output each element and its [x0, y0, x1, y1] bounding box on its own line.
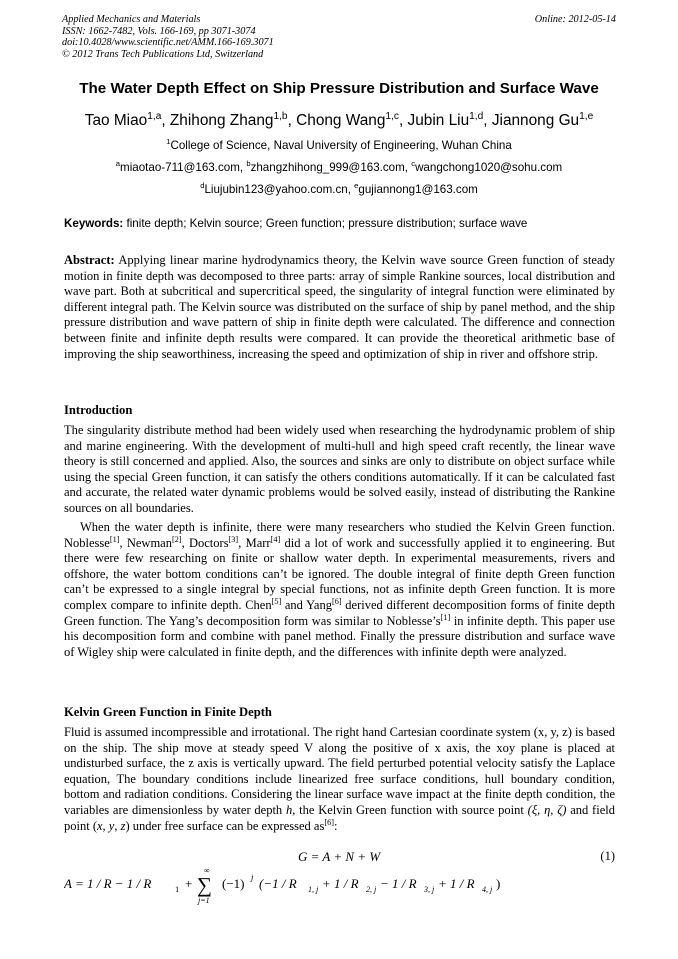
author-affiliation-sup: 1,a — [147, 110, 162, 122]
section-heading-introduction: Introduction — [64, 403, 133, 417]
author-separator: , — [161, 112, 170, 129]
author-separator: , — [398, 112, 408, 129]
math-variable: y — [108, 818, 115, 833]
intro-paragraph-2 — [64, 520, 615, 660]
emails-line-2 — [30, 183, 648, 196]
affiliation-text: College of Science, Naval University of Engineering, Wuhan China — [170, 139, 512, 152]
math-variable: z — [120, 818, 126, 833]
equation-1-number: (1) — [600, 849, 615, 863]
text-run: derived different decomposition forms of finite depth Green function. The Yang’s decomposition form was similar to Noblesse’s — [64, 597, 615, 628]
text-run: and Yang — [281, 597, 332, 612]
equation-1: G = A + N + W — [298, 849, 381, 864]
email-sup: c — [411, 159, 416, 169]
citation: [3] — [228, 534, 239, 544]
journal-header — [62, 14, 616, 60]
text-run: , Newman — [119, 535, 172, 550]
text-run: , Doctors — [181, 535, 229, 550]
text-run: , — [102, 818, 109, 833]
text-run: When the water depth is infinite, there were many researchers who studied the Kelvin Green function. Noblesse — [64, 520, 615, 550]
author-name: Jiannong Gu — [491, 112, 580, 129]
paper-title: The Water Depth Effect on Ship Pressure Distribution and Surface Wave — [79, 80, 599, 97]
eq2-term-3: − 1 / R — [380, 876, 417, 891]
keywords — [64, 217, 624, 230]
eq2-term-2: + 1 / R — [322, 876, 359, 891]
text-run: Fluid is assumed incompressible and irrotational. The right hand Cartesian coordinate system (x, y, z) is based on the ship. The ship move at steady speed V along the positive of x axis, the xoy plane is placed at undisturbed surface, the z axis is vertically upward. The field perturbed potential velocity satisfy the Laplace equation, The boundary conditions include linearized free surface conditions, hull boundary condition, bottom and radiation conditions. Considering the linear surface wave impact at the finite depth condition, the variables are dimensionless by water depth — [64, 725, 615, 817]
citation: [1] — [440, 612, 451, 622]
eq2-close: ) — [496, 876, 501, 891]
eq2-sub-r1: 1, j — [308, 885, 319, 894]
sum-symbol: ∑ — [197, 873, 212, 897]
email-address: Liujubin123@yahoo.com.cn, — [204, 183, 355, 196]
abstract-label: Abstract: — [64, 253, 115, 267]
doi: doi:10.4028/www.scientific.net/AMM.166-169.3071 — [62, 37, 274, 49]
kelvin-paragraph-1 — [64, 725, 615, 834]
author-name: Chong Wang — [296, 112, 386, 129]
email-sup: d — [200, 181, 205, 191]
author-separator: , — [287, 112, 297, 129]
citation: [1] — [109, 534, 120, 544]
author-affiliation-sup: 1,b — [273, 110, 288, 122]
online-date: Online: 2012-05-14 — [534, 14, 616, 25]
author-affiliation-sup: 1,d — [469, 110, 484, 122]
eq2-term-1: (−1 / R — [259, 876, 297, 891]
author-name: Jubin Liu — [407, 112, 470, 129]
eq2-sub-r2: 2, j — [366, 885, 377, 894]
eq2-term-4: + 1 / R — [438, 876, 475, 891]
abstract-text: Applying linear marine hydrodynamics theory, the Kelvin wave source Green function of steady motion in finite depth was decomposed to three parts: array of simple Rankine sources, local distribution and wave part. Both at subcritical and supercritical speed, the singularity of integral function were eliminated by different integral path. The Kelvin source was distributed on the surface of ship by panel method, and the ship pressure distribution and wave pattern of ship in finite depth were calculated. The difference and connection between finite and infinite depth results were compared. It can provide the theoretical arithmetic base of improving the ship seaworthiness, increasing the speed and optimization of ship in river and offshore strip. — [64, 253, 615, 361]
eq2-exponent: j — [251, 872, 254, 882]
citation: [6] — [331, 596, 342, 606]
abstract — [64, 253, 615, 362]
math-variable: x — [96, 818, 103, 833]
sum-upper-limit: ∞ — [204, 866, 210, 875]
email-sup: e — [354, 181, 359, 191]
emails-line-1 — [30, 161, 648, 174]
author-name: Tao Miao — [84, 112, 148, 129]
author-affiliation-sup: 1,e — [579, 110, 594, 122]
citation: [4] — [270, 534, 281, 544]
email-address: wangchong1020@sohu.com — [415, 161, 563, 174]
author-name: Zhihong Zhang — [169, 112, 274, 129]
eq2-plus: + — [185, 876, 193, 891]
citation: [6] — [324, 817, 334, 827]
author-separator: , — [483, 112, 492, 129]
sum-lower-limit: j=1 — [198, 896, 210, 905]
eq2-sub-1: 1 — [175, 884, 180, 894]
affiliation-sup: 1 — [166, 137, 171, 147]
section-heading-kelvin: Kelvin Green Function in Finite Depth — [64, 705, 272, 719]
email-address: gujiannong1@163.com — [358, 183, 478, 196]
text-run: and field point ( — [64, 802, 615, 833]
equation-2 — [64, 866, 624, 906]
journal-name: Applied Mechanics and Materials — [62, 14, 201, 25]
intro-paragraph-1: The singularity distribute method had been widely used when researching the hydrodynamic problem of ship and marine engineering. With the development of multi-hull and high speed craft recently, the linear wave theory is still concerned and applied. Also, the sources and sinks are only to distribute on object surface while using the special Green function, it can satisfy the others conditions automatically. If it can be calculated fast and accurate, the related water dynamic problems would be solved easily, instead of distributing the Rankine sources on all boundaries. — [64, 423, 615, 515]
citation: [5] — [271, 596, 282, 606]
email-address: zhangzhihong_999@163.com, — [250, 161, 412, 174]
eq2-sub-r3: 3, j — [424, 885, 435, 894]
text-run: in infinite depth. This paper use his decomposition form and combine with panel method. Finally the pressure distribution and surface wave of Wigley ship were calculated in finite depth, and the differences with infinite depth were analyzed. — [64, 613, 615, 659]
copyright: © 2012 Trans Tech Publications Ltd, Switzerland — [62, 48, 264, 60]
text-run: , — [114, 818, 121, 833]
author-affiliation-sup: 1,c — [385, 110, 399, 122]
eq2-factor: (−1) — [222, 876, 245, 891]
math-expression: (ξ, η, ζ) — [527, 802, 567, 817]
email-sup: a — [115, 159, 121, 169]
text-run: , the Kelvin Green function with source point — [292, 802, 528, 817]
keywords-text: finite depth; Kelvin source; Green function; pressure distribution; surface wave — [123, 217, 528, 230]
text-run: , Marr — [238, 535, 271, 550]
text-run: did a lot of work and successfully applied it to engineering. But there were few researching on finite or shallow water depth. In experimental measurements, rivers and offshore, the water bottom conditions can’t be ignored. The double integral of finite depth Green function can’t be expressed to a single integral by special functions, not as infinite depth Green function. It is more complex compare to infinite depth. Chen — [64, 535, 615, 612]
math-variable: h — [285, 802, 293, 817]
email-address: miaotao-711@163.com, — [120, 161, 247, 174]
keywords-label: Keywords: — [64, 217, 124, 230]
citation: [2] — [171, 534, 182, 544]
issn: ISSN: 1662-7482, Vols. 166-169, pp 3071-3074 — [62, 25, 256, 37]
text-run: ) under free surface can be expressed as — [125, 818, 325, 833]
author-list — [30, 112, 648, 130]
eq2-sub-r4: 4, j — [482, 885, 493, 894]
email-sup: b — [246, 159, 251, 169]
eq2-lhs: A = 1 / R − 1 / R — [64, 876, 152, 891]
affiliation — [30, 139, 648, 152]
text-run: : — [333, 818, 338, 833]
